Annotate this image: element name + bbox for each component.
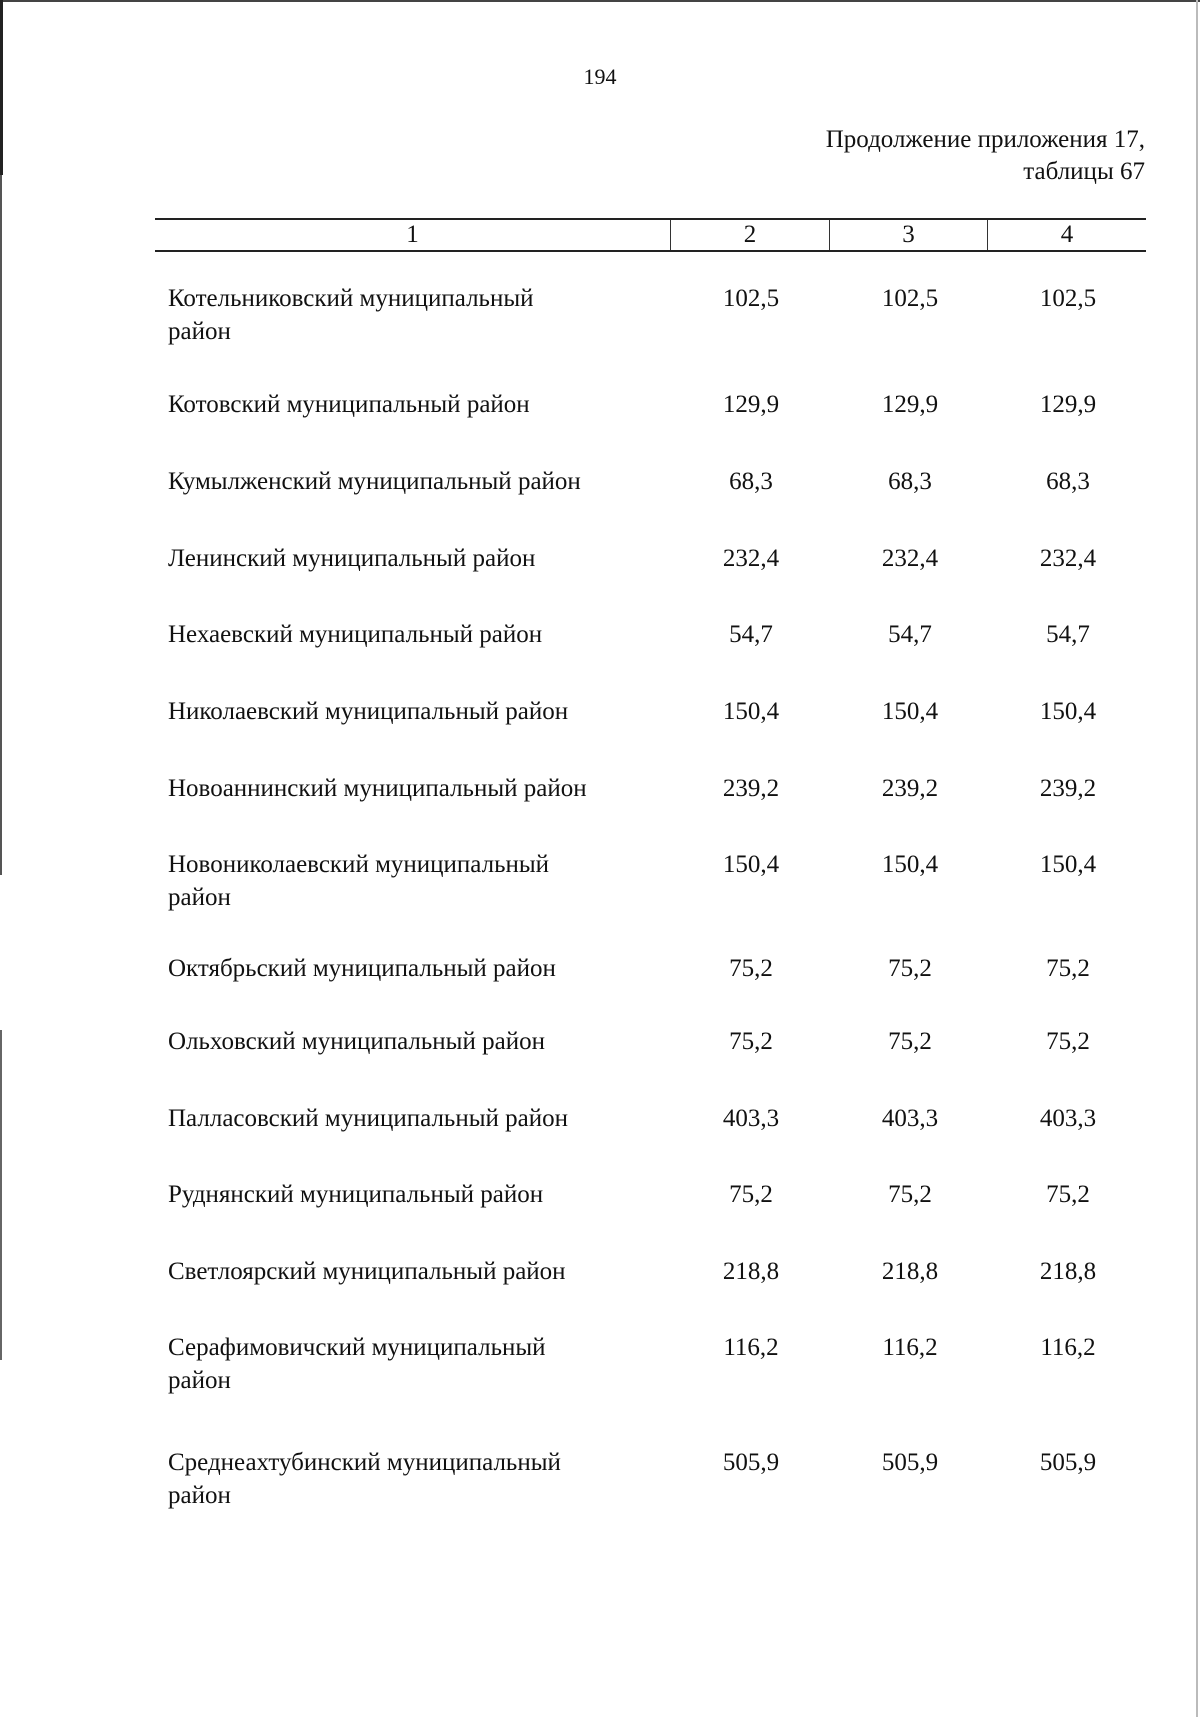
district-name: Котельниковский муниципальный район (168, 285, 534, 345)
value-col-2: 129,9 (722, 391, 780, 418)
value-col-3: 150,4 (881, 698, 939, 725)
value-col-2: 505,9 (722, 1449, 780, 1476)
value-col-2: 68,3 (729, 468, 773, 495)
value-col-2: 116,2 (723, 1334, 779, 1361)
value-col-3: 116,2 (882, 1334, 938, 1361)
header-cell-3: 3 (830, 220, 988, 250)
header-cell-4: 4 (1060, 221, 1074, 248)
district-name: Новоаннинский муниципальный район (168, 775, 587, 802)
value-col-4: 129,9 (1039, 391, 1097, 418)
value-col-3: 75,2 (888, 955, 932, 982)
value-col-3: 239,2 (881, 775, 939, 802)
value-col-3: 129,9 (881, 391, 939, 418)
value-col-4: 116,2 (1040, 1334, 1096, 1361)
value-col-4: 505,9 (1039, 1449, 1097, 1476)
page-number: 194 (583, 64, 617, 89)
district-name: Кумылженский муниципальный район (168, 468, 581, 495)
district-name: Палласовский муниципальный район (168, 1105, 568, 1132)
value-col-2: 75,2 (729, 1181, 773, 1208)
district-name: Ленинский муниципальный район (168, 545, 536, 572)
caption-line-2: таблицы 67 (1023, 158, 1145, 185)
value-col-4: 75,2 (1046, 1181, 1090, 1208)
value-col-2: 102,5 (722, 285, 780, 312)
value-col-4: 150,4 (1039, 851, 1097, 878)
district-name: Серафимовичский муниципальный район (168, 1334, 546, 1394)
district-name: Ольховский муниципальный район (168, 1028, 545, 1055)
district-name: Новониколаевский муниципальный район (168, 851, 550, 911)
value-col-3: 54,7 (888, 621, 932, 648)
value-col-4: 232,4 (1039, 545, 1097, 572)
value-col-4: 54,7 (1046, 621, 1090, 648)
header-cell-2: 2 (671, 220, 830, 250)
value-col-4: 150,4 (1039, 698, 1097, 725)
value-col-3: 505,9 (881, 1449, 939, 1476)
caption-line-1: Продолжение приложения 17, (825, 126, 1145, 153)
district-name: Нехаевский муниципальный район (168, 621, 543, 648)
value-col-3: 403,3 (881, 1105, 939, 1132)
value-col-4: 75,2 (1046, 955, 1090, 982)
value-col-3: 75,2 (888, 1028, 932, 1055)
value-col-4: 68,3 (1046, 468, 1090, 495)
district-name: Светлоярский муниципальный район (168, 1258, 566, 1285)
value-col-2: 54,7 (729, 621, 773, 648)
district-name: Среднеахтубинский муниципальный район (168, 1449, 561, 1509)
value-col-2: 403,3 (722, 1105, 780, 1132)
value-col-2: 150,4 (722, 698, 780, 725)
value-col-2: 218,8 (722, 1258, 780, 1285)
value-col-3: 150,4 (881, 851, 939, 878)
value-col-4: 102,5 (1039, 285, 1097, 312)
value-col-3: 102,5 (881, 285, 939, 312)
value-col-2: 239,2 (722, 775, 780, 802)
value-col-4: 403,3 (1039, 1105, 1097, 1132)
value-col-3: 218,8 (881, 1258, 939, 1285)
value-col-2: 75,2 (729, 955, 773, 982)
value-col-2: 75,2 (729, 1028, 773, 1055)
district-name: Котовский муниципальный район (168, 391, 530, 418)
value-col-4: 75,2 (1046, 1028, 1090, 1055)
district-name: Николаевский муниципальный район (168, 698, 569, 725)
value-col-3: 232,4 (881, 545, 939, 572)
value-col-2: 150,4 (722, 851, 780, 878)
district-name: Октябрьский муниципальный район (168, 955, 556, 982)
value-col-3: 75,2 (888, 1181, 932, 1208)
value-col-2: 232,4 (722, 545, 780, 572)
value-col-3: 68,3 (888, 468, 932, 495)
header-cell-1: 1 (155, 220, 671, 250)
value-col-4: 218,8 (1039, 1258, 1097, 1285)
district-name: Руднянский муниципальный район (168, 1181, 544, 1208)
value-col-4: 239,2 (1039, 775, 1097, 802)
